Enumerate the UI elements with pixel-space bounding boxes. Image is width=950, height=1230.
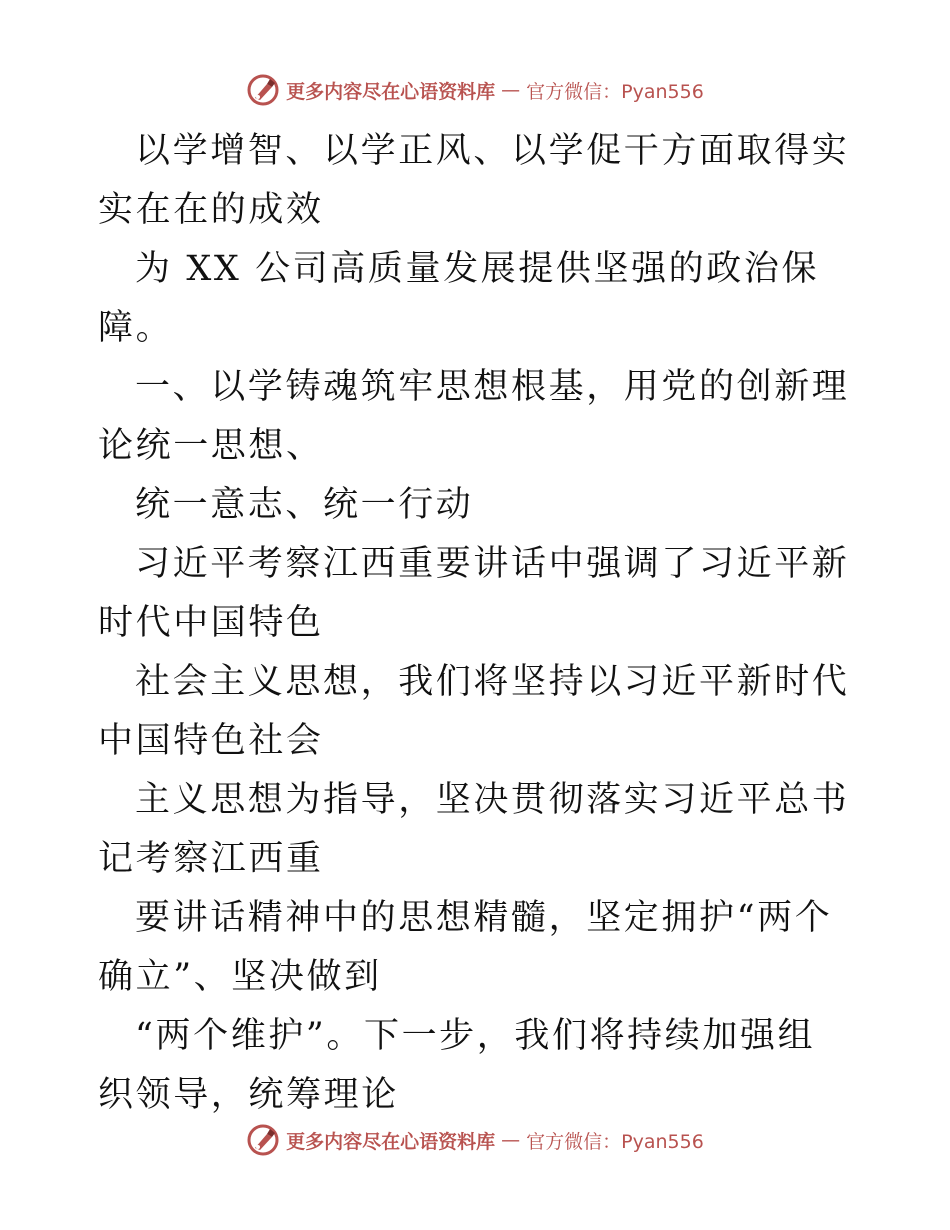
body-paragraph: 要讲话精神中的思想精髓，坚定拥护“两个确立”、坚决做到 [98, 898, 833, 997]
header-watermark [0, 70, 950, 110]
header-watermark-text: 更多内容尽在心语资料库 [286, 80, 496, 103]
body-paragraph: 统一意志、统一行动 [135, 485, 474, 525]
body-paragraph: 为 XX 公司高质量发展提供坚强的政治保障。 [98, 249, 820, 348]
body-paragraph: 社会主义思想，我们将坚持以习近平新时代中国特色社会 [98, 662, 850, 761]
document-body [98, 122, 850, 1125]
body-paragraph: 习近平考察江西重要讲话中强调了习近平新时代中国特色 [98, 544, 850, 643]
header-watermark-wechat: 官方微信：Pyan556 [526, 80, 704, 103]
footer-watermark [0, 1120, 950, 1160]
footer-watermark-separator: — [501, 1129, 521, 1151]
body-paragraph: 主义思想为指导，坚决贯彻落实习近平总书记考察江西重 [98, 780, 850, 879]
body-paragraph: 一、以学铸魂筑牢思想根基，用党的创新理论统一思想、 [98, 367, 850, 466]
body-paragraph: “两个维护”。下一步，我们将持续加强组织领导，统筹理论 [98, 1016, 816, 1115]
pen-nib-logo-icon [246, 1123, 280, 1157]
footer-watermark-wechat: 官方微信：Pyan556 [526, 1130, 704, 1153]
header-watermark-separator: — [501, 79, 521, 101]
body-paragraph: 以学增智、以学正风、以学促干方面取得实实在在的成效 [98, 131, 850, 230]
pen-nib-logo-icon [246, 73, 280, 107]
footer-watermark-text: 更多内容尽在心语资料库 [286, 1130, 496, 1153]
